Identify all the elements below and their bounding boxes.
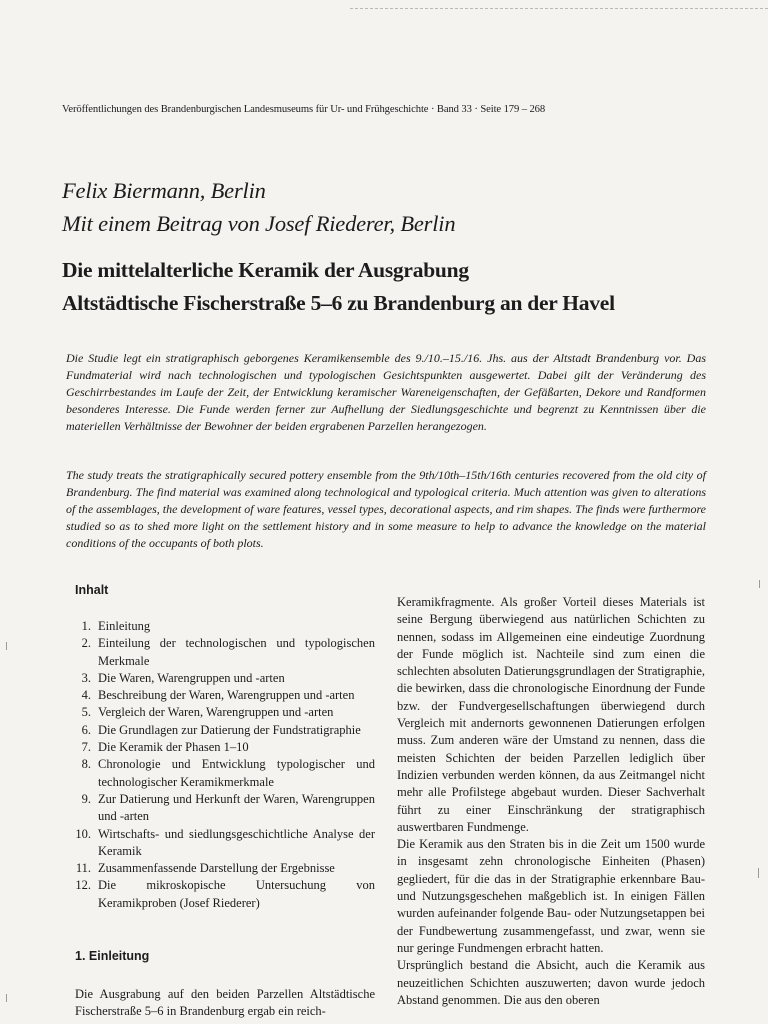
toc-item-text: Wirtschafts- und siedlungsgeschichtliche Analyse der Keramik xyxy=(98,826,375,858)
toc-item-text: Die Keramik der Phasen 1–10 xyxy=(98,740,249,755)
toc-item-number: 6. xyxy=(81,722,91,737)
toc-item xyxy=(75,687,375,704)
toc-item-text: Chronologie und Entwicklung typologischer und technologischer Keramikmerkmale xyxy=(98,757,375,789)
toc-item-number: 7. xyxy=(81,740,91,755)
toc-item-text: Einteilung der technologischen und typologischen Merkmale xyxy=(98,636,375,668)
toc-item-text: Die Grundlagen zur Datierung der Fundstratigraphie xyxy=(98,722,361,737)
toc-item-number: 4. xyxy=(81,688,91,703)
toc-item-text: Zur Datierung und Herkunft der Waren, Warengruppen und -arten xyxy=(98,791,375,824)
toc-item xyxy=(75,635,375,670)
margin-mark xyxy=(759,580,760,588)
toc-item xyxy=(75,739,375,756)
toc-item-number: 9. xyxy=(81,791,91,806)
toc-heading: Inhalt xyxy=(75,583,109,597)
toc-item-text: Einleitung xyxy=(98,619,151,633)
toc-item-number: 1. xyxy=(81,619,91,633)
toc-item-number: 5. xyxy=(81,705,91,720)
toc-item-number: 2. xyxy=(81,636,91,651)
scan-artifact-line xyxy=(350,8,768,9)
series-header: Veröffentlichungen des Brandenburgischen Landesmuseums für Ur- und Frühgeschichte · Band 33 · Seite 179 – 268 xyxy=(62,104,546,115)
margin-mark xyxy=(758,868,759,878)
toc-item-text: Zusammenfassende Darstellung der Ergebnisse xyxy=(98,861,335,876)
margin-mark xyxy=(6,642,7,650)
author-line: Felix Biermann, Berlin xyxy=(62,178,266,203)
toc-item xyxy=(75,826,375,861)
toc-item-text: Die mikroskopische Untersuchung von Keramikproben (Josef Riederer) xyxy=(98,878,375,910)
toc-item xyxy=(75,704,375,721)
toc-item-text: Vergleich der Waren, Warengruppen und -arten xyxy=(98,705,334,720)
toc-item-number: 10. xyxy=(75,826,91,841)
margin-mark xyxy=(6,994,7,1002)
table-of-contents xyxy=(75,618,375,912)
section-text: Die Ausgrabung auf den beiden Parzellen Altstädtische Fischerstraße 5–6 in Brandenburg ergab ein reich- xyxy=(75,987,375,1019)
right-column xyxy=(397,594,705,1009)
toc-item xyxy=(75,618,375,635)
toc-item xyxy=(75,670,375,687)
section-heading: 1. Einleitung xyxy=(75,949,150,963)
toc-item xyxy=(75,722,375,739)
left-column xyxy=(75,582,375,1019)
toc-item xyxy=(75,791,375,826)
article-title-line-2: Altstädtische Fischerstraße 5–6 zu Brandenburg an der Havel xyxy=(62,291,615,315)
abstract-german: Die Studie legt ein stratigraphisch geborgenes Keramikensemble des 9./10.–15./16. Jhs. aus der Altstadt Brandenburg vor. Das Fundmaterial wird nach technologischen und typologischen Gesichtspunkten ausgewertet. Dabei gilt der Veränderung des Geschirrbestandes im Laufe der Zeit, der Entwicklung keramischer Wareneigenschaften, der Gefäßarten, Dekore und Randformen besonderes Interesse. Die Funde werden ferner zur Aufhellung der Siedlungsgeschichte und begrenzt zu Kenntnissen über die materiellen Verhältnisse der Bewohner der beiden ergrabenen Parzellen herangezogen. xyxy=(66,351,706,433)
toc-item-number: 8. xyxy=(81,757,91,772)
toc-item-number: 12. xyxy=(75,878,91,893)
body-paragraph: Die Keramik aus den Straten bis in die Zeit um 1500 wurde in insgesamt zehn chronologische Einheiten (Phasen) gegliedert, für die das in der Stratigraphie erkennbare Bau- und Nutzungsgeschehen maßgeblich ist. In einigen Fällen wurden aufeinander folgende Bau- oder Nutzungsetappen bei der Fundbewertung zusammengefasst, und zwar, wenn sie nur geringe Fundmengen erbracht hatten. xyxy=(397,837,705,955)
body-paragraph: Keramikfragmente. Als großer Vorteil dieses Materials ist seine Bergung überwiegend aus natürlichen Schichten zu nennen, sodass im Allgemeinen eine eindeutige Zuordnung der Funde möglich ist. Nachteile sind zum einen die schlechten absoluten Datierungsgrundlagen der Stratigraphie, die bewirken, dass die chronologische Einordnung der Funde bzw. der Fundvergesellschaftungen überwiegend durch Vergleich mit andernorts gewonnenen Datierungen erfolgen muss. Zum anderen wäre der Umstand zu nennen, dass die meisten Schichten der beiden Parzellen lediglich über Indizien verbunden werden können, da aus Zeitmangel nicht mehr alle Profilstege abgebaut wurden. Dieser Sachverhalt führt zu einer Einschränkung der stratigraphisch auswertbaren Fundmenge. xyxy=(397,595,705,834)
toc-item-number: 11. xyxy=(75,861,91,876)
toc-item-number: 3. xyxy=(81,670,91,685)
toc-item-text: Beschreibung der Waren, Warengruppen und -arten xyxy=(98,688,355,703)
toc-item xyxy=(75,877,375,912)
toc-item xyxy=(75,756,375,791)
toc-item-text: Die Waren, Warengruppen und -arten xyxy=(98,670,285,685)
body-paragraph: Ursprünglich bestand die Absicht, auch die Keramik aus neuzeitlichen Schichten auszuwerten; davon wurde jedoch Abstand genommen. Die aus den oberen xyxy=(397,958,705,1007)
abstract-english: The study treats the stratigraphically secured pottery ensemble from the 9th/10th–15th/16th centuries recovered from the old city of Brandenburg. The find material was examined along technological and typological criteria. Much attention was given to alterations of the assemblages, the development of ware features, vessel types, decorational aspects, and rim shapes. The finds were furthermore studied so as to shed more light on the settlement history and in some measure to help to advance the knowledge on the material conditions of the occupants of both plots. xyxy=(66,468,706,550)
contributor-line: Mit einem Beitrag von Josef Riederer, Berlin xyxy=(62,211,456,236)
toc-item xyxy=(75,860,375,877)
article-title-line-1: Die mittelalterliche Keramik der Ausgrabung xyxy=(62,258,469,282)
